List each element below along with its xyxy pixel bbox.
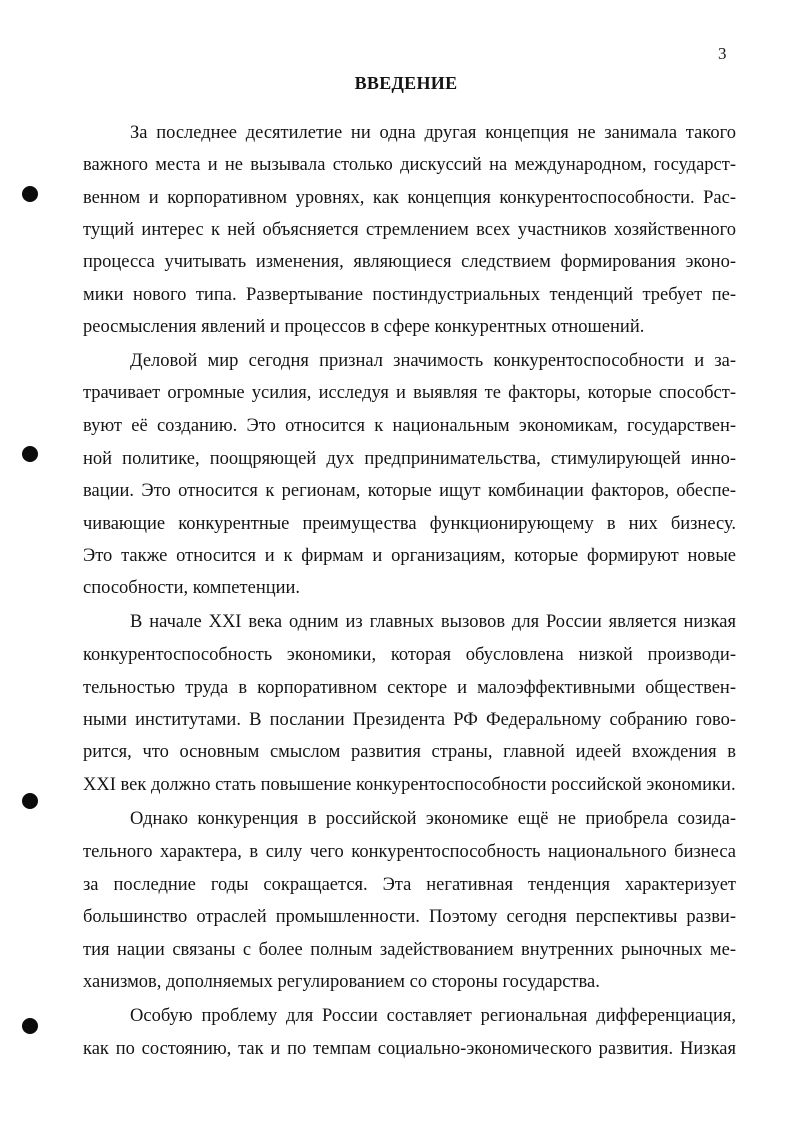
text-line: трачивает огромные усилия, исследуя и выявляя те факторы, которые способст- [83,383,736,403]
text-line: тия нации связаны с более полным задействованием внутренних рыночных ме- [83,940,736,960]
text-line: венном и корпоративном уровнях, как концепция конкурентоспособности. Рас- [83,188,736,208]
text-line: рится, что основным смыслом развития страны, главной идеей вхождения в [83,742,736,762]
text-line: мики нового типа. Развертывание постиндустриальных тенденций требует пе- [83,285,736,305]
text-line: ными институтами. В послании Президента РФ Федеральному собранию гово- [83,710,736,730]
text-line: как по состоянию, так и по темпам социально-экономического развития. Низкая [83,1039,736,1059]
text-line: Деловой мир сегодня признал значимость конкурентоспособности и за- [130,351,736,371]
page-number: 3 [718,44,727,63]
text-line: ной политике, поощряющей дух предпринимательства, стимулирующей инно- [83,449,736,469]
section-title: ВВЕДЕНИЕ [354,73,458,93]
text-line: за последние годы сокращается. Эта негативная тенденция характеризует [83,875,736,895]
text-line: чивающие конкурентные преимущества функционирующему в них бизнесу. [83,514,736,534]
punch-hole [22,446,38,462]
text-line: важного места и не вызывала столько дискуссий на международном, государст- [83,155,736,175]
text-line: тельного характера, в силу чего конкурентоспособность национального бизнеса [83,842,736,862]
text-line: вуют её созданию. Это относится к национальным экономикам, государствен- [83,416,736,436]
text-line: вации. Это относится к регионам, которые ищут комбинации факторов, обеспе- [83,481,736,501]
text-line: XXI век должно стать повышение конкурентоспособности российской экономики. [83,775,736,795]
text-line: процесса учитывать изменения, являющиеся следствием формирования эконо- [83,252,736,272]
text-line: конкурентоспособность экономики, которая обусловлена низкой производи- [83,645,736,665]
text-line: тущий интерес к ней объясняется стремлением всех участников хозяйственного [83,220,736,240]
text-line: ханизмов, дополняемых регулированием со стороны государства. [83,972,600,992]
punch-hole [22,186,38,202]
text-line: Это также относится и к фирмам и организациям, которые формируют новые [83,546,736,566]
text-line: За последнее десятилетие ни одна другая концепция не занимала такого [130,123,736,143]
text-line: Однако конкуренция в российской экономике ещё не приобрела созида- [130,809,736,829]
text-line: тельностью труда в корпоративном секторе и малоэффективными обществен- [83,678,736,698]
text-line: реосмысления явлений и процессов в сфере конкурентных отношений. [83,317,645,337]
punch-hole [22,793,38,809]
text-line: большинство отраслей промышленности. Поэтому сегодня перспективы разви- [83,907,736,927]
text-line: В начале XXI века одним из главных вызовов для России является низкая [130,612,736,632]
punch-hole [22,1018,38,1034]
text-line: способности, компетенции. [83,578,301,598]
text-line: Особую проблему для России составляет региональная дифференциация, [130,1006,736,1026]
